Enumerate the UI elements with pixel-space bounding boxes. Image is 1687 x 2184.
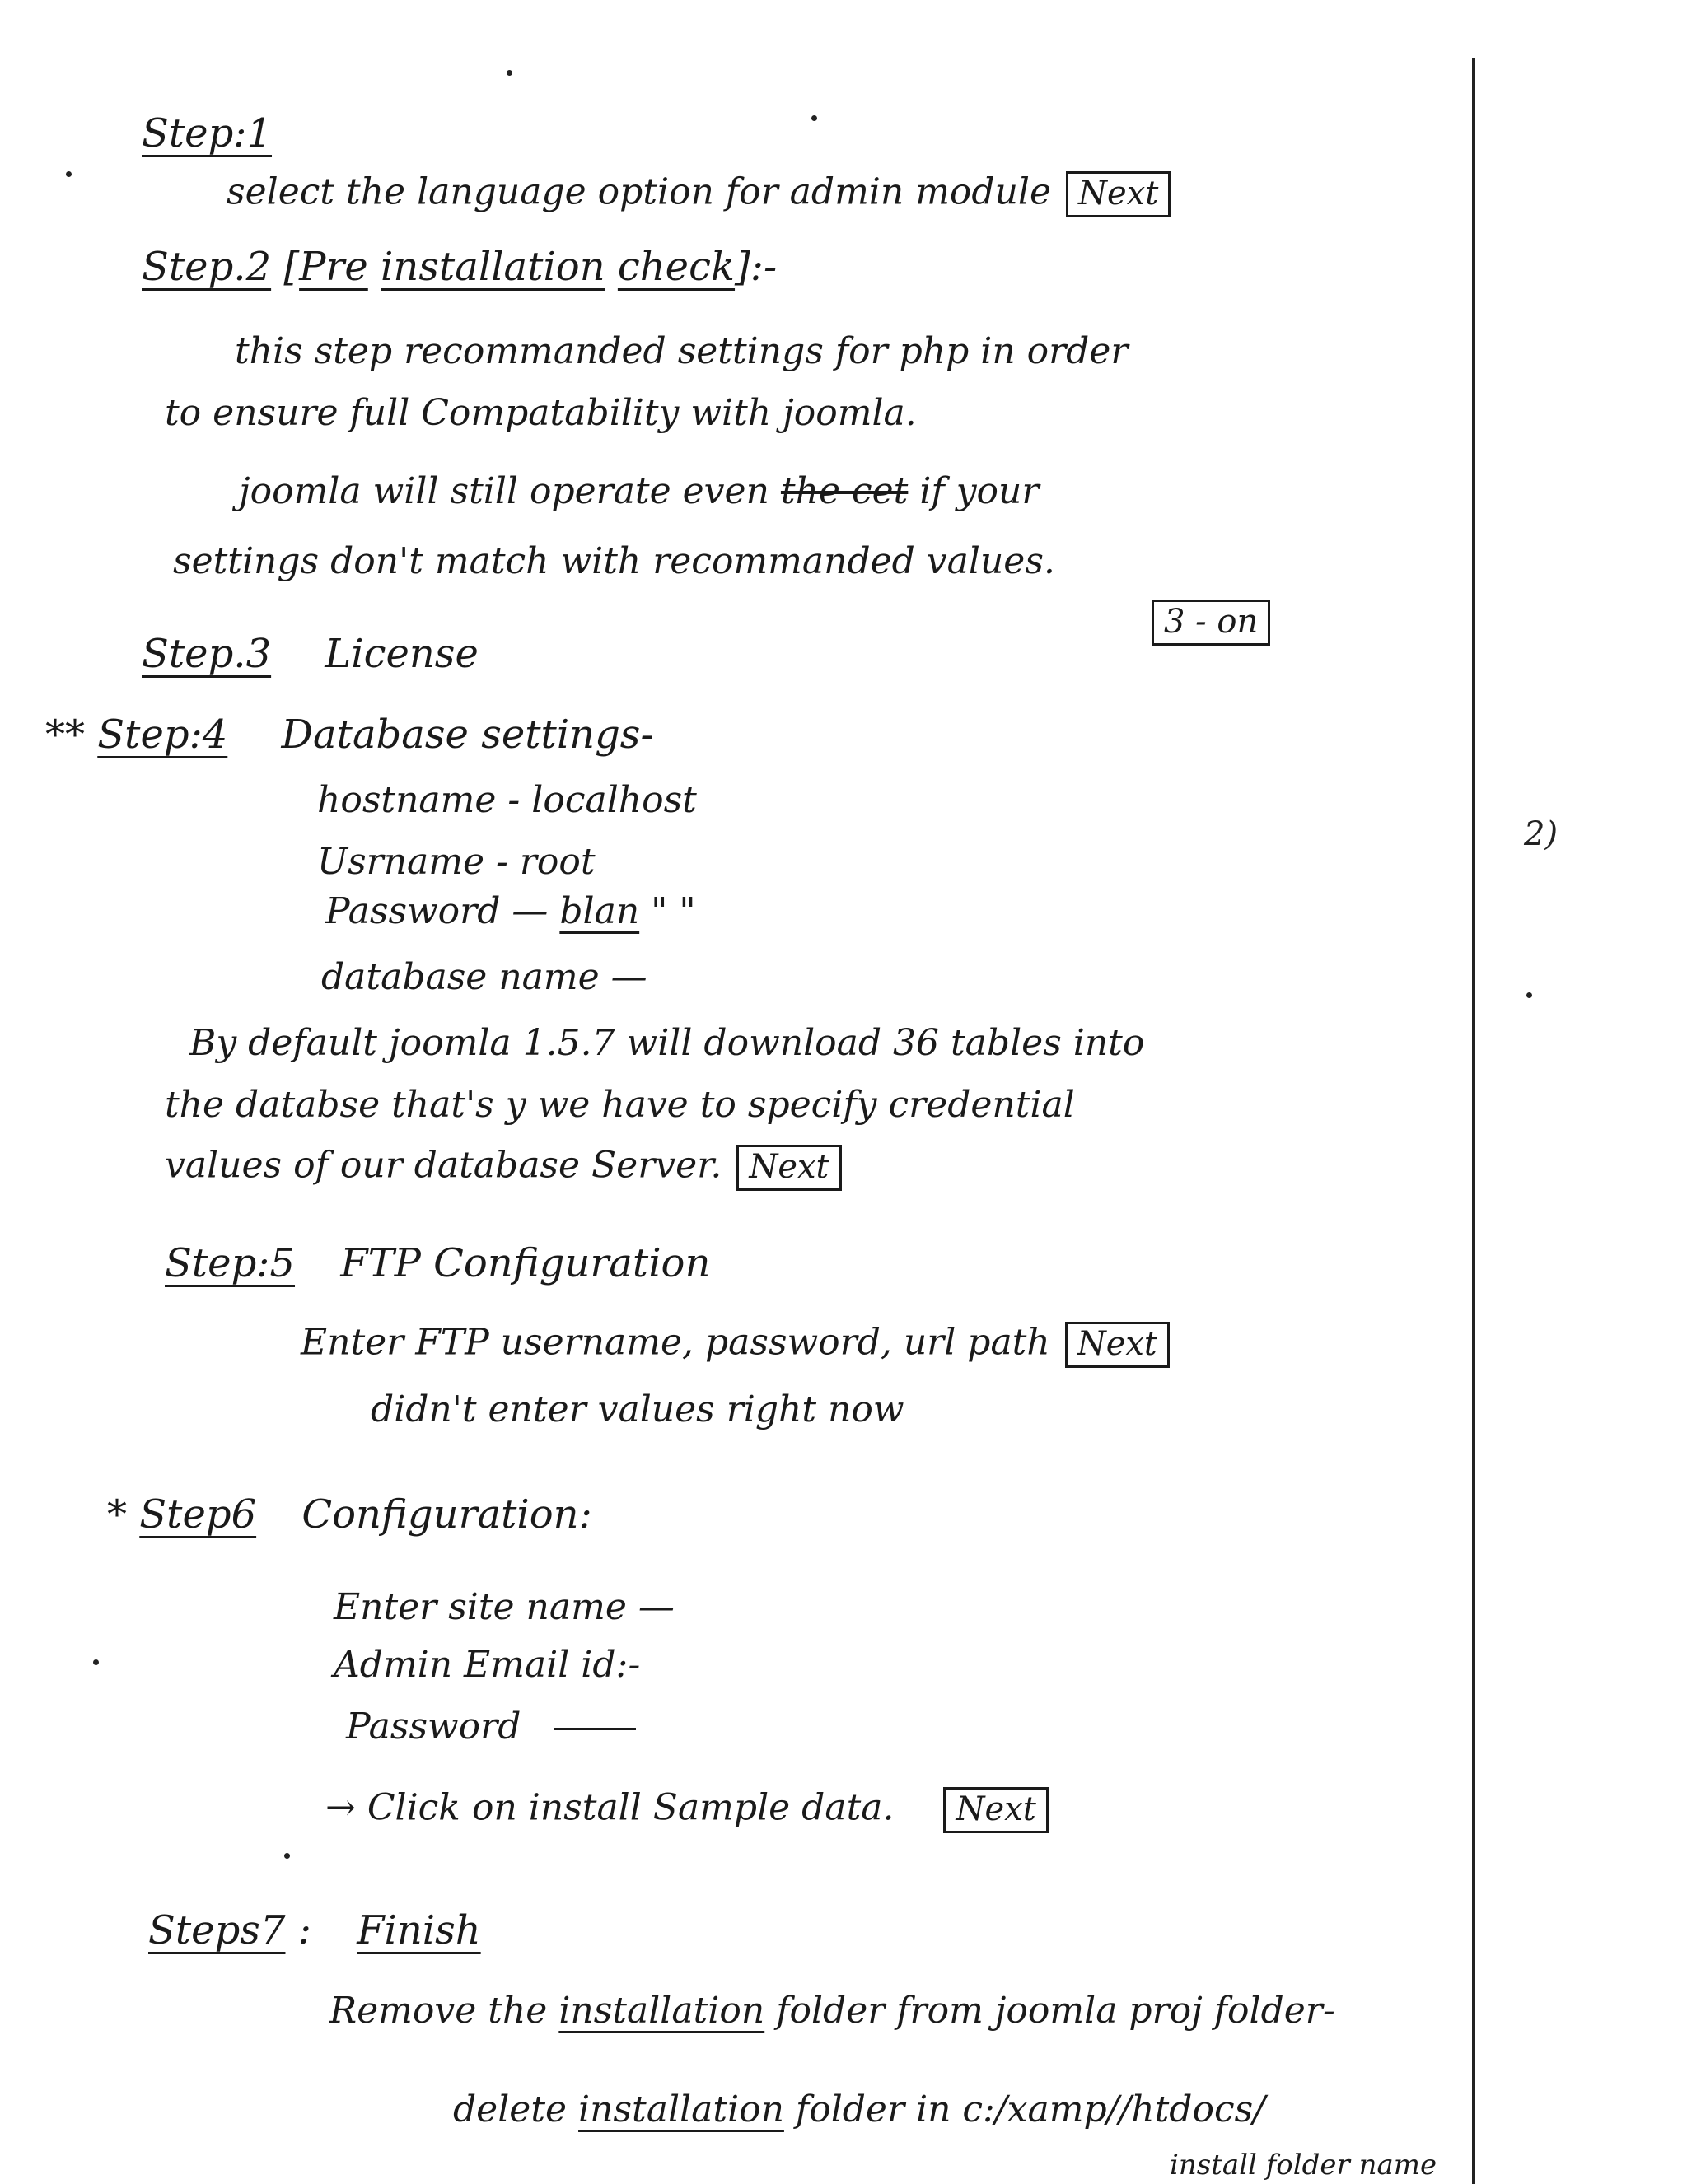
step2-line3 — [239, 470, 1040, 512]
step7-line2-c: folder in c:/xamp//htdocs/ — [795, 2088, 1265, 2130]
step4-para1: By default joomla 1.5.7 will download 36 tables into — [189, 1022, 1145, 1064]
step6-star: * — [107, 1491, 127, 1538]
step1-heading: Step:1 — [142, 110, 273, 156]
step2-heading: Step.2 — [142, 244, 272, 290]
step5-next-box: Next — [1065, 1322, 1170, 1368]
step2-bracket-close: ]:- — [735, 244, 778, 290]
step4-heading: Step:4 — [97, 712, 228, 758]
step5-title: FTP Configuration — [340, 1240, 711, 1286]
step4-para2: the databse that's y we have to specify credential — [165, 1084, 1075, 1126]
step7-line2 — [453, 2088, 1265, 2130]
step1-line: select the language option for admin module — [227, 170, 1052, 213]
step6-heading: Step6 — [139, 1491, 257, 1538]
step4-para3: values of our database Server. — [165, 1144, 722, 1187]
speck — [1526, 992, 1532, 998]
step5-heading: Step:5 — [165, 1240, 296, 1286]
step6-click: → Click on install Sample data. — [325, 1786, 895, 1829]
step4-pass-c: " " — [651, 890, 696, 932]
step3-line — [142, 631, 479, 677]
margin-rule — [1472, 58, 1475, 2184]
step7-heading: Steps7 — [148, 1907, 286, 1953]
step7-line1-b: installation — [558, 1990, 765, 2032]
step4-dbname: database name — — [321, 956, 647, 998]
step2-badge: 3 - on — [1152, 600, 1270, 646]
step2-badge-wrap — [1137, 600, 1270, 646]
step5-line1-wrap — [301, 1322, 1170, 1368]
step4-password — [325, 890, 696, 932]
speck — [284, 1853, 290, 1859]
step4-title-line — [45, 712, 654, 758]
step6-title: Configuration: — [301, 1491, 592, 1538]
step7-line2-a: delete — [453, 2088, 568, 2130]
step2-line2: to ensure full Compatability with joomla. — [165, 392, 917, 434]
step6-email: Admin Email id:- — [334, 1644, 641, 1686]
blank-line — [554, 1728, 636, 1730]
step5-title-line — [165, 1240, 711, 1286]
step2-line3-a: joomla will still operate even — [239, 470, 769, 512]
step7-line3: install folder name — [1170, 2149, 1437, 2182]
step7-line1 — [329, 1990, 1335, 2032]
step7-title: Finish — [357, 1907, 481, 1953]
step7-colon: : — [297, 1907, 311, 1953]
step6-title-line — [107, 1491, 592, 1538]
step2-line4: settings don't match with recommanded values. — [173, 540, 1055, 582]
step4-stars: ** — [45, 712, 85, 758]
step3-heading: Step.3 — [142, 631, 272, 677]
speck — [93, 1659, 99, 1665]
step4-pass-a: Password — — [325, 890, 549, 932]
speck — [811, 115, 817, 121]
step6-click-line — [325, 1787, 1049, 1833]
step2-struck-text: the cet — [780, 470, 909, 512]
step2-bracket-open: [ — [283, 244, 300, 290]
step6-password: Password — [346, 1706, 521, 1748]
speck — [66, 171, 72, 177]
step6-next-box: Next — [943, 1787, 1048, 1833]
step4-para3-line — [165, 1145, 842, 1191]
step7-line2-b: installation — [578, 2088, 784, 2130]
step2-title-a: Pre — [299, 244, 368, 290]
step2-title-c: check — [617, 244, 736, 290]
step1-next-box: Next — [1066, 171, 1171, 217]
step4-title: Database settings- — [281, 712, 654, 758]
margin-note: 2) — [1524, 815, 1558, 853]
step6-password-line — [346, 1706, 636, 1748]
step7-line1-c: folder from joomla proj folder- — [776, 1990, 1335, 2032]
step5-line2: didn't enter values right now — [371, 1388, 904, 1430]
step2-line3-b: if your — [919, 470, 1040, 512]
step7-title-line — [148, 1907, 481, 1953]
step4-pass-b: blan — [559, 890, 640, 932]
step4-next-box: Next — [736, 1145, 841, 1191]
step1-text — [227, 171, 1171, 217]
step5-line1: Enter FTP username, password, url path — [301, 1321, 1050, 1364]
step3-text: License — [325, 631, 479, 677]
step4-user: Usrname - root — [317, 841, 596, 883]
step7-line1-a: Remove the — [329, 1990, 548, 2032]
speck — [507, 70, 512, 76]
step2-title-line — [142, 244, 778, 290]
step6-site: Enter site name — — [334, 1586, 675, 1628]
step4-host: hostname - localhost — [317, 779, 697, 821]
step2-line1: this step recommanded settings for php in order — [235, 330, 1129, 372]
step2-title-b: installation — [381, 244, 605, 290]
